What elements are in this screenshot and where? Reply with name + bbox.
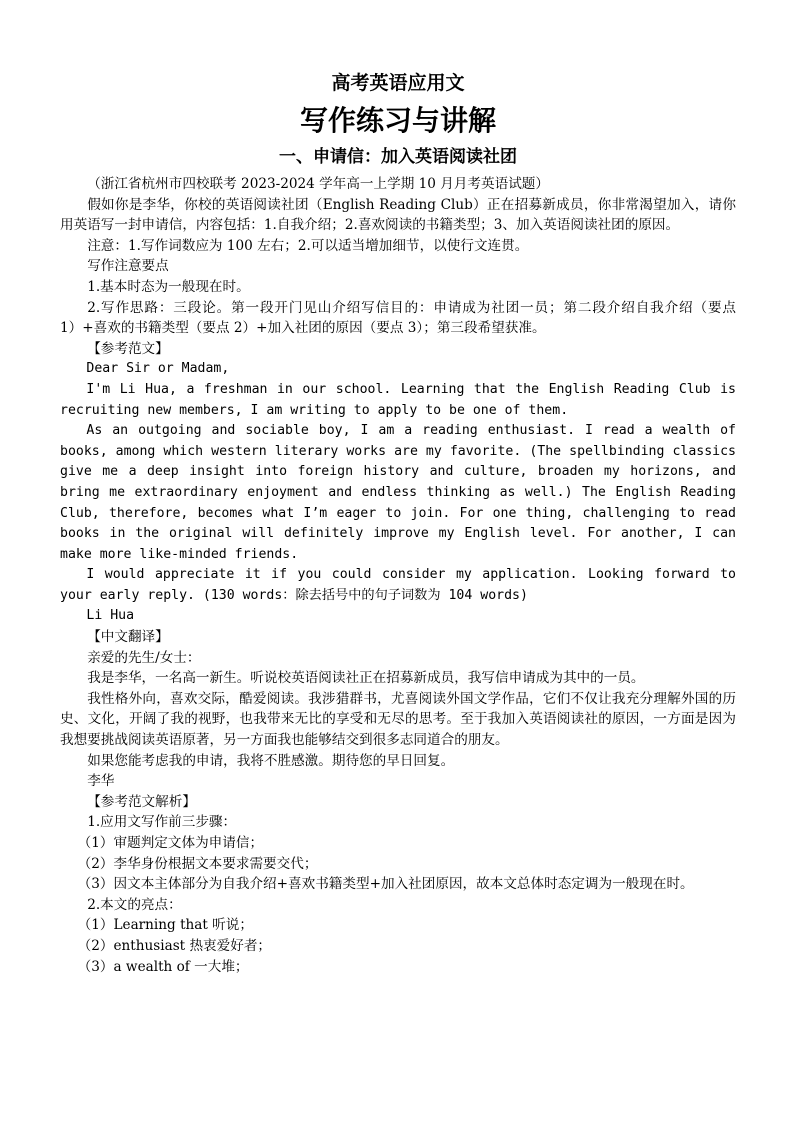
doc-title-small: 高考英语应用文 (331, 72, 465, 94)
task-prompt: 假如你是李华，你校的英语阅读社团（English Reading Club）正在招募新成员，你非常渴望加入，请你用英语写一封申请信，内容包括：1.自我介绍；2.喜欢阅读的书籍类型；3、加入英语阅读社团的原因。 (60, 196, 736, 234)
translation-paragraph-1: 我是李华，一名高一新生。听说校英语阅读社正在招募新成员，我写信申请成为其中的一员。 (87, 670, 645, 687)
section-title: 一、申请信：加入英语阅读社团 (279, 147, 517, 167)
sample-paragraph-3: I would appreciate it if you could consider my application. Looking forward to your early reply. (130 words：除去括号中的句子词数为 104 words) (60, 567, 736, 603)
sample-paragraph-2: As an outgoing and sociable boy, I am a reading enthusiast. I read a wealth of books, among which western literary works are my favorite. (The spellbinding classics give me a deep insight into foreign history and culture, broaden my horizons, and bring me extraordinary enjoyment and endless thinking as well.) The English Reading Club, therefore, becomes what I’m eager to join. For one thing, challenging to read books in the original will definitely improve my English level. For another, I can make more like-minded friends. (60, 423, 736, 562)
analysis-heading: 【参考范文解析】 (87, 793, 196, 810)
analysis-item-1-2: （2）李华身份根据文本要求需要交代； (77, 855, 318, 872)
translation-paragraph-2: 我性格外向，喜欢交际，酷爱阅读。我涉猎群书，尤喜阅读外国文学作品，它们不仅让我充分理解外国的历史、文化，开阔了我的视野，也我带来无比的享受和无尽的思考。至于我加入英语阅读社的原因，一方面是因为我想要挑战阅读英语原著，另一方面我也能够结交到很多志同道合的朋友。 (60, 690, 736, 749)
analysis-item-1-3: （3）因文本主体部分为自我介绍+喜欢书籍类型+加入社团原因，故本文总体时态定调为一般现在时。 (77, 876, 694, 893)
source-line: （浙江省杭州市四校联考 2023-2024 学年高一上学期 10 月月考英语试题） (87, 176, 549, 192)
sample-heading: 【参考范文】 (87, 340, 169, 357)
analysis-item-1: 1.应用文写作前三步骤： (87, 814, 237, 831)
translation-greeting: 亲爱的先生/女士： (87, 649, 201, 666)
analysis-item-2: 2.本文的亮点： (87, 896, 182, 913)
task-note: 注意：1.写作词数应为 100 左右；2.可以适当增加细节，以使行文连贯。 (87, 237, 529, 254)
analysis-item-2-1: （1）Learning that 听说； (77, 917, 253, 934)
points-heading: 写作注意要点 (87, 258, 169, 275)
analysis-item-2-3: （3）a wealth of 一大堆； (77, 958, 249, 975)
translation-paragraph-3: 如果您能考虑我的申请，我将不胜感激。期待您的早日回复。 (87, 752, 455, 769)
point-2: 2.写作思路：三段论。第一段开门见山介绍写信目的：申请成为社团一员；第二段介绍自我介绍（要点 1）+喜欢的书籍类型（要点 2）+加入社团的原因（要点 3）；第三段希望获准。 (60, 299, 736, 337)
sample-signature: Li Hua (86, 608, 135, 624)
document-content (60, 70, 736, 977)
point-1: 1.基本时态为一般现在时。 (87, 278, 250, 295)
analysis-item-2-2: （2）enthusiast 热衷爱好者； (77, 937, 272, 954)
analysis-item-1-1: （1）审题判定文体为申请信； (77, 835, 264, 851)
translation-heading: 【中文翻译】 (87, 629, 169, 646)
translation-signature: 李华 (87, 773, 115, 790)
sample-paragraph-1: I'm Li Hua, a freshman in our school. Learning that the English Reading Club is recruiting new members, I am writing to apply to be one of them. (60, 381, 736, 418)
sample-greeting: Dear Sir or Madam, (86, 361, 230, 377)
doc-title-large: 写作练习与讲解 (299, 104, 496, 137)
